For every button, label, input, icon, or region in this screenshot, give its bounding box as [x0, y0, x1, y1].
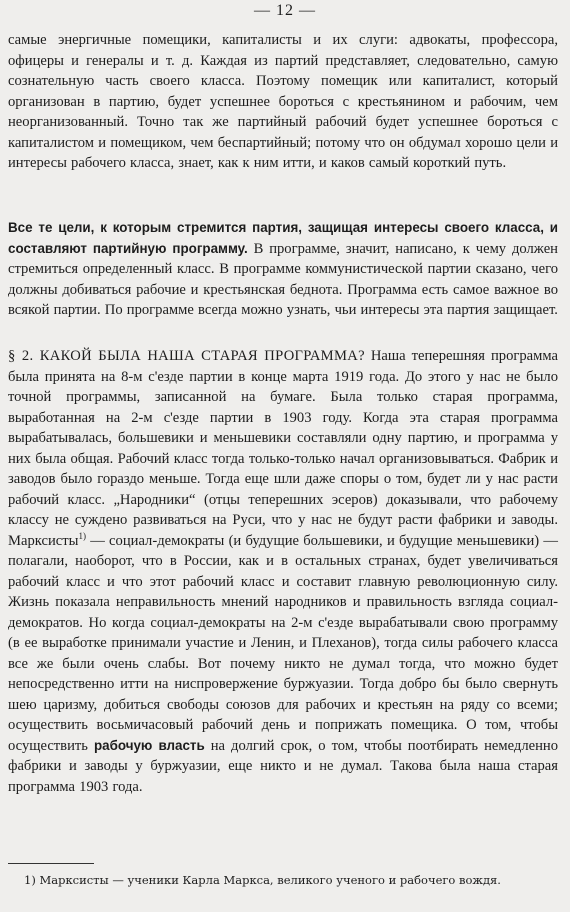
old-program-text-b: — социал-демократы (и будущие большевики, и будущие меньшевики) — полагали, наоборот, что в России, как и в остальных странах, будет увеличиваться рабочий класс и что этот рабочий класс и составит главную революционную силу. Жизнь показала неправильность мнений народников и правильность взгляда социал-демократов. Но когда социал-демократы на 2-м с'езде вырабатывали свою программу (в ее выработке принимали участие и Ленин, и Плеханов), тогда силы рабочего класса все же были очень слабы. Вот почему никто не думал тогда, что можно будет непосредственно итти на ниспровержение буржуазии. Тогда добро бы было свернуть шею царизму, добиться свободы союзов для рабочих и крестьян на ряду со всеми; осуществить восьмичасовый рабочий день и поприжать помещика. О том, чтобы осуществить [8, 532, 558, 754]
paragraph-parties: самые энергичные помещики, капиталисты и их слуги: адвокаты, профессора, офицеры и генералы и т. д. Каждая из партий представляет, следовательно, самую сознательную часть своего класса. Поэтому помещик или капиталист, который организован в партию, будет успешнее бороться с крестьянином и рабочим, чем неорганизованный. Точно так же партийный рабочий будет успешнее бороться с капиталистом и помещиком, чем беспартийный; потому что он обдумал хорошо цели и интересы рабочего класса, знает, как к ним итти, и каков самый короткий путь. [8, 32, 558, 171]
old-program-text-a: Наша теперешняя программа была принята на 8-м с'езде партии в конце марта 1919 года. До этого у нас не было точной программы, записанной на бумаге. Была только старая программа, выработанная на 2-м с'езде партии в 1903 году. Когда эта старая программа вырабатывалась, большевики и меньшевики составляли одну партию, и программа у них была общая. Рабочий класс тогда только-только начал организовываться. Фабрик и заводов было гораздо меньше. Тогда еще шли даже споры о том, будет ли у нас расти рабочий класс. „Народники“ (отцы теперешних эсеров) доказывали, что рабочему классу не суждено развиваться на Руси, что у нас не будут расти фабрики и заводы. Марксисты [8, 348, 558, 549]
footnote-marker: 1) [78, 530, 86, 541]
section-heading: § 2. КАКОЙ БЫЛА НАША СТАРАЯ ПРОГРАММА? [8, 348, 365, 364]
page-number: — 12 — [254, 2, 316, 19]
program-text: В программе, значит, написано, к чему должен стремиться определенный класс. В программе коммунистической партии сказано, чего должны добиваться рабочие и крестьянская беднота. Программа есть самое важное во всякой партии. По программе всегда можно узнать, чьи интересы эта партия защищает. [8, 240, 558, 318]
program-definition-bold: Все те цели, к которым стремится партия, защищая интересы своего класса, и составляют партийную программу. [8, 220, 558, 256]
footnote: 1) Марксисты — ученики Карла Маркса, великого ученого и рабочего вождя. [24, 873, 501, 887]
old-program-text-c: на долгий срок, о том, чтобы поотбирать немедленно фабрики и заводы у буржуазии, еще никто и не думал. Такова была наша старая программа 1903 года. [8, 737, 558, 795]
paragraph-old-program [8, 346, 558, 797]
workers-power-bold: рабочую власть [93, 737, 205, 753]
paragraph-program [8, 218, 558, 321]
footnote-divider [8, 863, 94, 864]
